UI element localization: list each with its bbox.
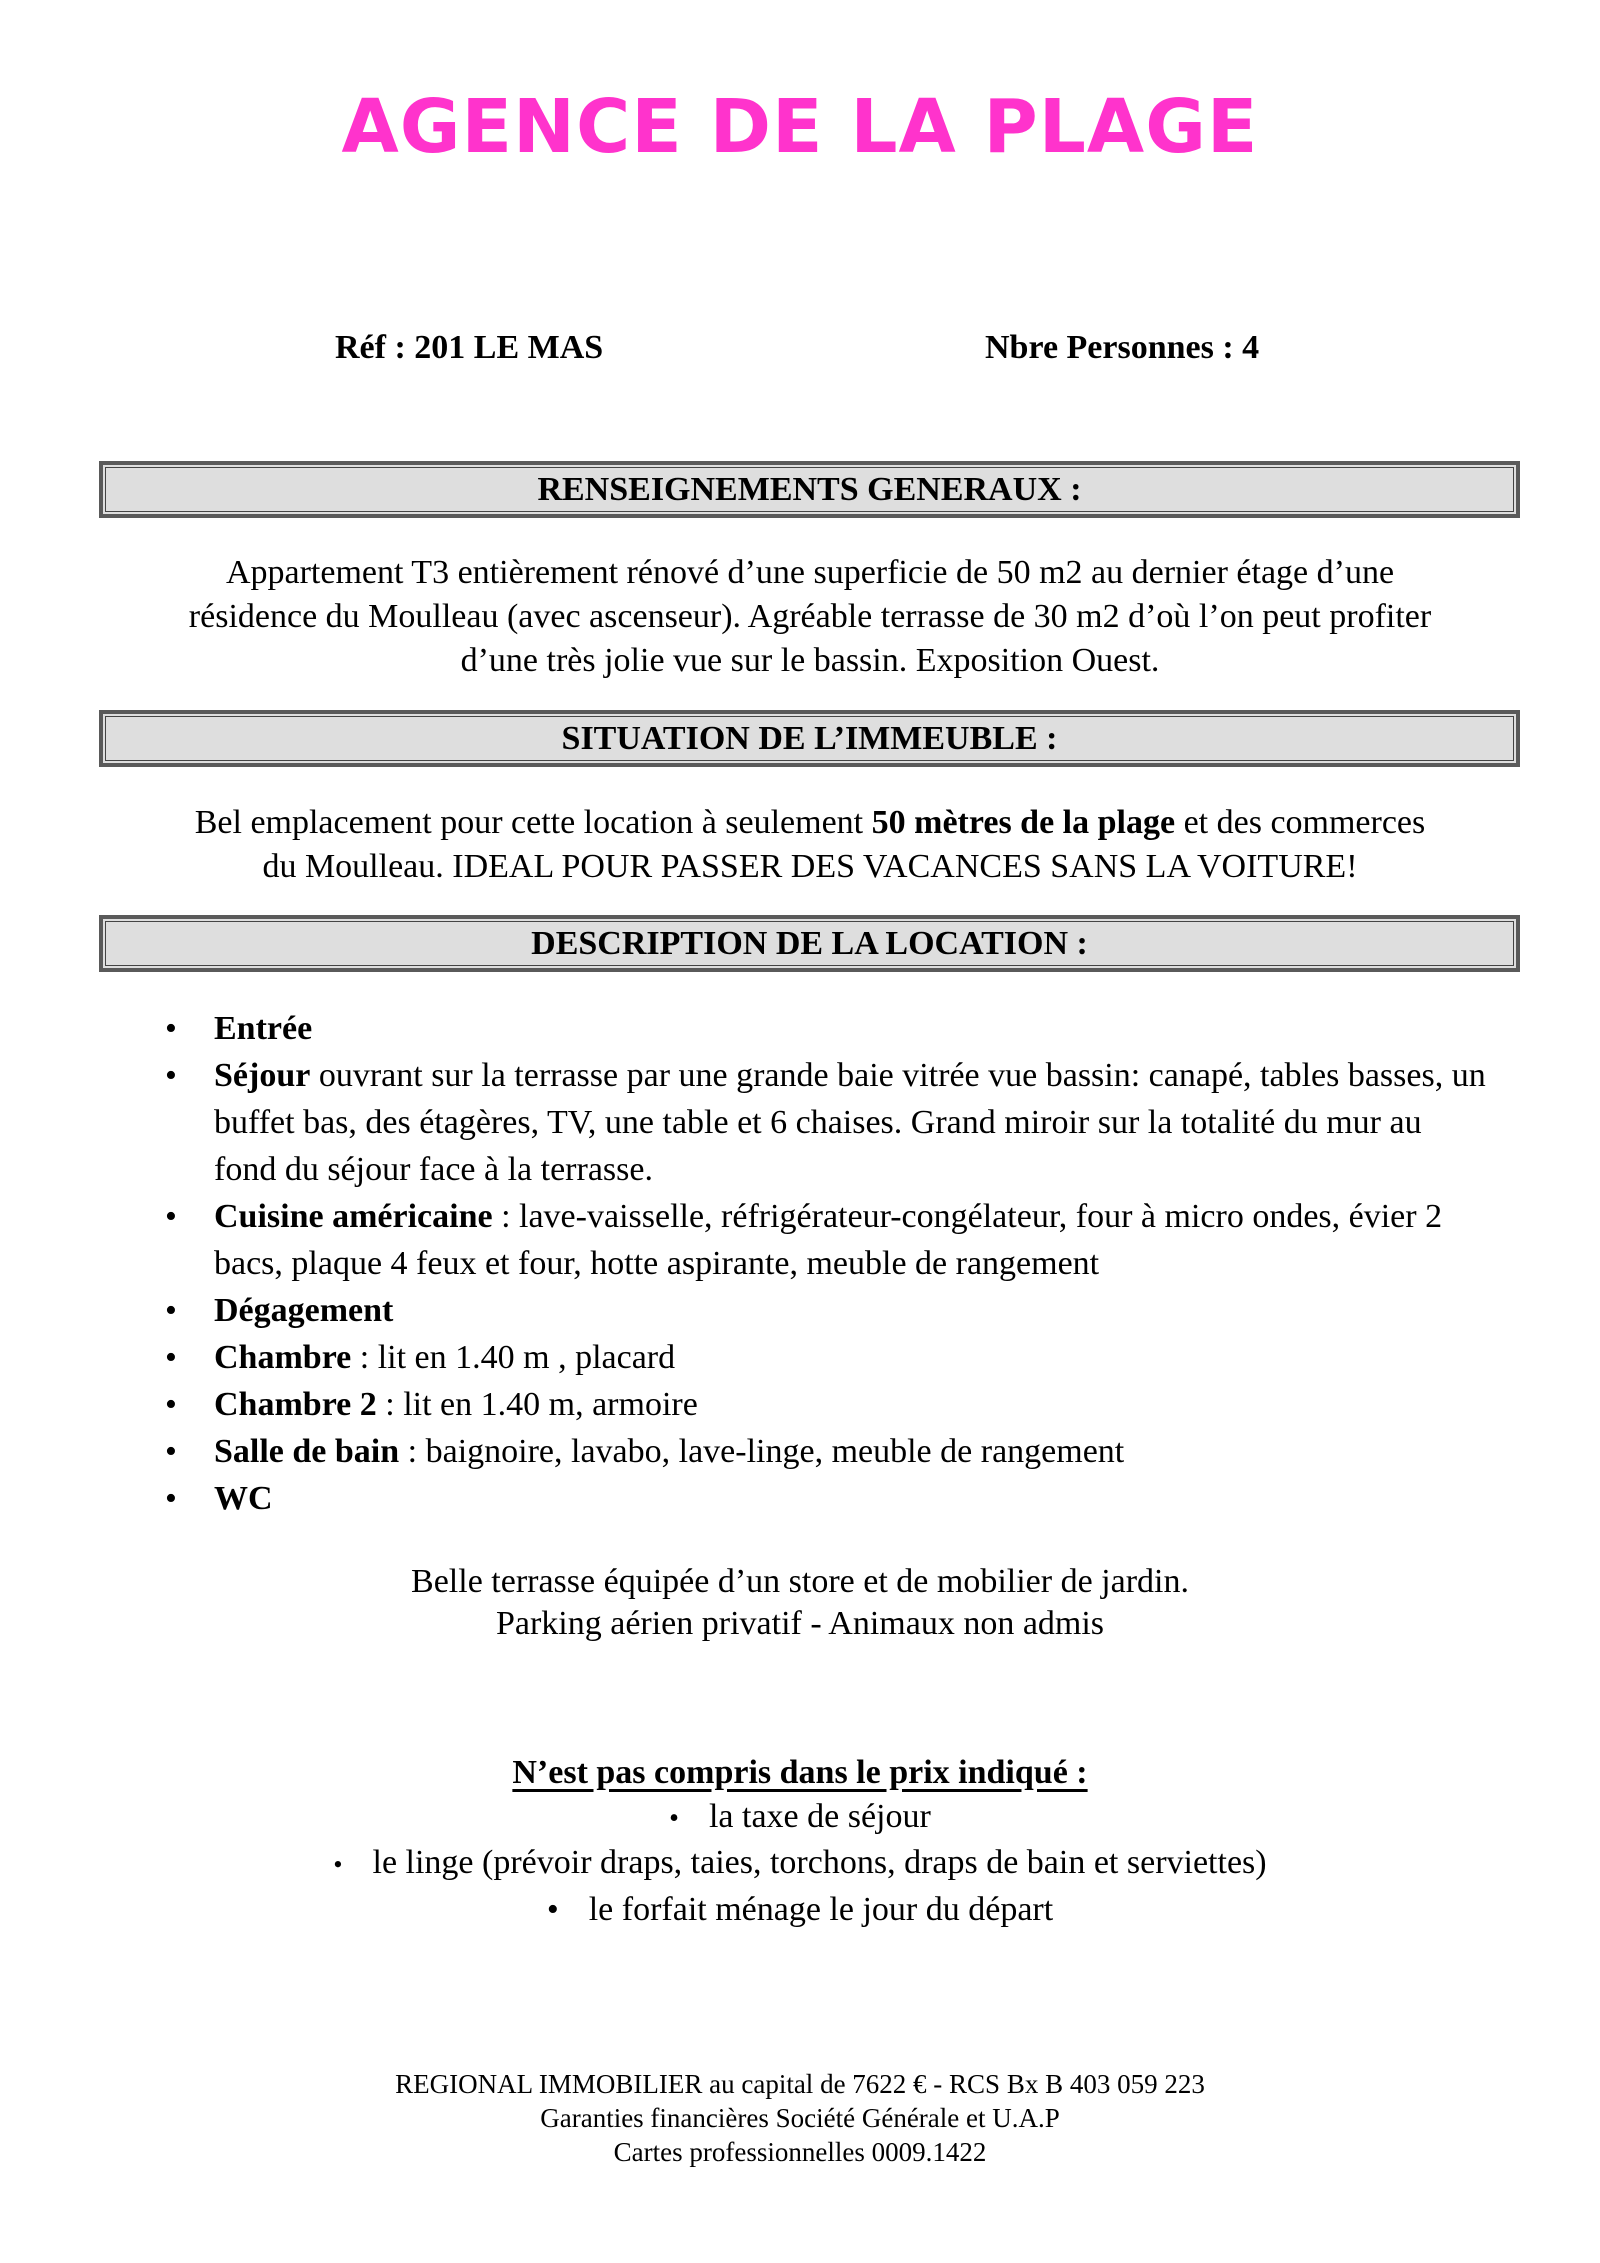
room-label: Entrée [214, 1010, 313, 1047]
not-included-text: la taxe de séjour [708, 1798, 931, 1835]
not-included-title: N’est pas compris dans le prix indiqué : [512, 1754, 1088, 1791]
not-included-item [0, 1842, 1600, 1886]
footer [0, 2067, 1600, 2169]
list-item [0, 1287, 1600, 1334]
not-included-item [0, 1889, 1600, 1931]
room-label: WC [214, 1480, 273, 1517]
general-line: Appartement T3 entièrement rénové d’une superficie de 50 m2 au dernier étage d’une [225, 554, 1395, 591]
bullet-icon: • [669, 1803, 679, 1834]
capacity-label: Nbre Personnes : 4 [985, 329, 1260, 366]
room-label: Séjour [214, 1057, 311, 1094]
room-detail: : lave-vaisselle, réfrigérateur-congélateur, four à micro ondes, évier 2 bacs, plaque 4 feux et four, hotte aspirante, meuble de rangement [214, 1198, 1443, 1282]
list-item [0, 1475, 1600, 1522]
situation-text: Bel emplacement pour cette location à seulement [194, 804, 872, 841]
list-item [0, 1005, 1600, 1052]
room-list [0, 1005, 1600, 1522]
room-label: Cuisine américaine [214, 1198, 493, 1235]
bullet-icon: • [333, 1850, 343, 1879]
footer-line: Cartes professionnelles 0009.1422 [613, 2137, 987, 2167]
room-detail: : lit en 1.40 m , placard [351, 1339, 676, 1376]
reference-label: Réf : 201 LE MAS [335, 329, 604, 366]
extra-parking: Parking aérien privatif - Animaux non admis [495, 1605, 1105, 1642]
situation-description [110, 801, 1510, 889]
general-description [110, 551, 1510, 683]
general-line: résidence du Moulleau (avec ascenseur). Agréable terrasse de 30 m2 d’où l’on peut profiter [188, 598, 1432, 635]
room-label: Chambre [214, 1339, 352, 1376]
room-detail: ouvrant sur la terrasse par une grande baie vitrée vue bassin: canapé, tables basses, un buffet bas, des étagères, TV, une table et 6 chaises. Grand miroir sur la totalité du mur au fond du séjour face à la terrasse. [214, 1057, 1486, 1188]
list-item [0, 1052, 1600, 1193]
room-label: Salle de bain [214, 1433, 400, 1470]
footer-line: Garanties financières Société Générale et U.A.P [540, 2103, 1060, 2133]
bullet-icon: • [165, 1010, 177, 1047]
section-heading-text: RENSEIGNEMENTS GENERAUX : [537, 470, 1082, 508]
situation-highlight: 50 mètres de la plage [871, 804, 1176, 841]
bullet-icon: • [165, 1057, 177, 1094]
bullet-icon: • [165, 1386, 177, 1423]
list-item [0, 1381, 1600, 1428]
not-included-text: le linge (prévoir draps, taies, torchons, draps de bain et serviettes) [372, 1844, 1267, 1881]
bullet-icon: • [165, 1292, 177, 1329]
section-heading-situation [99, 710, 1520, 767]
list-item [0, 1428, 1600, 1475]
room-label: Dégagement [214, 1292, 394, 1329]
section-heading-text: DESCRIPTION DE LA LOCATION : [531, 924, 1088, 962]
section-heading-text: SITUATION DE L’IMMEUBLE : [561, 719, 1058, 757]
bullet-icon: • [546, 1891, 559, 1928]
room-label: Chambre 2 [214, 1386, 377, 1423]
list-item [0, 1334, 1600, 1381]
section-heading-description [99, 915, 1520, 972]
extra-terrace: Belle terrasse équipée d’un store et de mobilier de jardin. [411, 1563, 1189, 1600]
not-included-text: le forfait ménage le jour du départ [588, 1891, 1054, 1928]
situation-text: et des commerces [1175, 804, 1426, 841]
bullet-icon: • [165, 1339, 177, 1376]
room-detail: : baignoire, lavabo, lave-linge, meuble de rangement [399, 1433, 1125, 1470]
bullet-icon: • [165, 1198, 177, 1235]
situation-line: du Moulleau. IDEAL POUR PASSER DES VACANCES SANS LA VOITURE! [262, 848, 1358, 885]
room-detail: : lit en 1.40 m, armoire [376, 1386, 698, 1423]
section-heading-general [99, 461, 1520, 518]
footer-line: REGIONAL IMMOBILIER au capital de 7622 € - RCS Bx B 403 059 223 [395, 2069, 1205, 2099]
general-line: d’une très jolie vue sur le bassin. Exposition Ouest. [460, 642, 1160, 679]
not-included-heading [0, 1752, 1600, 1794]
list-item [0, 1193, 1600, 1287]
not-included-item [0, 1796, 1600, 1840]
bullet-icon: • [165, 1433, 177, 1470]
situation-line [110, 801, 1510, 845]
agency-title: AGENCE DE LA PLAGE [341, 84, 1259, 170]
bullet-icon: • [165, 1480, 177, 1517]
